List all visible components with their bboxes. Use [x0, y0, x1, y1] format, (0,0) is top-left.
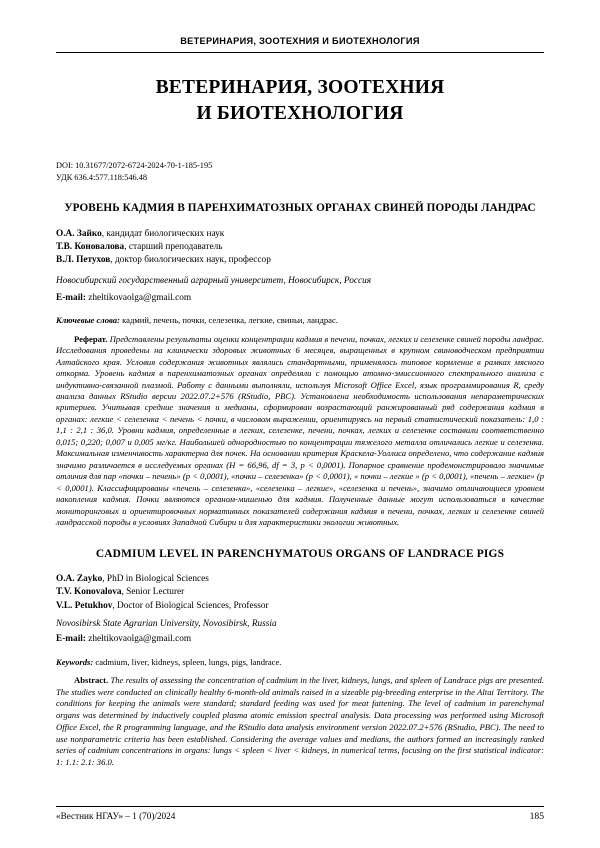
udk-text: УДК 636.4:577.118:546.48: [56, 173, 148, 183]
journal-title-line1: ВЕТЕРИНАРИЯ, ЗООТЕХНИЯ: [155, 77, 445, 98]
email-label-ru: E-mail:: [56, 292, 86, 303]
keywords-label-ru: Ключевые слова:: [56, 314, 120, 325]
journal-title-line2: И БИОТЕХНОЛОГИЯ: [196, 102, 404, 124]
email-address-ru[interactable]: zheltikovaolga@gmail.com: [88, 292, 192, 303]
abstract-text-en: The results of assessing the concentration of cadmium in the liver, kidneys, lungs, and spleen of Landrace pigs are presented. The studies were conducted on clinically healthy 6-month-old animals raised in a sizeable pig-breeding enterprise in the Altai Territory. The conditions for keeping the animals were standard; standard feeding was used for meat fattening. The level of cadmium in parenchymal organs was determined by inductively coupled plasma atomic emission spectral analysis. Data processing was performed using Microsoft Office Excel, the R programming language, and the RStudio data analysis environment version 2022.07.2+576 (RStudio, PBC). The need to use nonparametric criteria has been established. Considering the average values and medians, the authors formed an increasingly ranked series of cadmium concentrations in organs: lungs < spleen < liver < kidneys, in numerical terms, focusing on the first statistical indicator: 1: 1.1: 2.1: 36.0.: [56, 675, 544, 767]
author-row: [56, 228, 544, 241]
page-number: 185: [529, 811, 544, 822]
email-en: [56, 634, 544, 644]
article-title-ru: УРОВЕНЬ КАДМИЯ В ПАРЕНХИМАТОЗНЫХ ОРГАНАХ СВИНЕЙ ПОРОДЫ ЛАНДРАС: [64, 201, 536, 214]
affiliation-ru: Новосибирский государственный аграрный университет, Новосибирск, Россия: [56, 275, 372, 286]
keywords-text-ru: кадмий, печень, почки, селезенка, легкие, свиньи, ландрас.: [122, 314, 338, 325]
identifiers: [56, 160, 544, 184]
author-name: В.Л. Петухов: [56, 255, 111, 266]
keywords-en: [56, 656, 544, 668]
email-label-en: E-mail:: [56, 634, 86, 645]
author-list-ru: [56, 228, 544, 268]
author-degree: , Senior Lecturer: [121, 587, 185, 598]
keywords-label-en: Keywords:: [56, 657, 94, 668]
author-name: О.А. Зайко: [56, 229, 102, 240]
author-degree: , Doctor of Biological Sciences, Professor: [112, 600, 269, 611]
author-list-en: [56, 573, 544, 613]
author-name: V.L. Petukhov: [56, 600, 113, 611]
page-footer: [56, 806, 544, 822]
abstract-label-ru: Реферат.: [74, 333, 108, 344]
author-degree: , старший преподаватель: [124, 242, 223, 253]
affiliation-en: Novosibirsk State Agrarian University, Novosibirsk, Russia: [56, 619, 277, 630]
keywords-ru: [56, 314, 544, 326]
footer-journal-ref: «Вестник НГАУ» – 1 (70)/2024: [56, 811, 176, 821]
footer-divider: [56, 806, 544, 807]
author-row: [56, 586, 544, 599]
author-degree: , кандидат биологических наук: [101, 229, 225, 240]
author-row: [56, 600, 544, 613]
author-name: Т.В. Коновалова: [56, 242, 125, 253]
author-degree: , PhD in Biological Sciences: [102, 573, 209, 584]
header-divider: [56, 52, 544, 53]
author-row: [56, 254, 544, 267]
keywords-text-en: cadmium, liver, kidneys, spleen, lungs, pigs, landrace.: [95, 657, 282, 668]
abstract-label-en: Abstract.: [74, 675, 109, 686]
author-name: T.V. Konovalova: [56, 587, 122, 598]
abstract-ru: [56, 334, 544, 529]
author-name: O.A. Zayko: [56, 573, 103, 584]
email-address-en[interactable]: zheltikovaolga@gmail.com: [88, 634, 192, 645]
email-ru: [56, 293, 544, 303]
author-row: [56, 241, 544, 254]
author-row: [56, 573, 544, 586]
doi-text: DOI: 10.31677/2072-6724-2024-70-1-185-195: [56, 161, 213, 171]
abstract-en: [56, 675, 544, 769]
article-title-en: CADMIUM LEVEL IN PARENCHYMATOUS ORGANS OF LANDRACE PIGS: [95, 547, 505, 560]
running-head: ВЕТЕРИНАРИЯ, ЗООТЕХНИЯ И БИОТЕХНОЛОГИЯ: [180, 36, 420, 46]
author-degree: , доктор биологических наук, профессор: [110, 255, 271, 266]
journal-title: [56, 75, 544, 126]
abstract-text-ru: Представлены результаты оценки концентрации кадмия в печени, почках, легких и селезенке свиней породы ландрас. Исследования проведены на клинически здоровых животных 6 месяцев, выращенных в крупном свиноводческом предприятии Алтайского края. Условия содержания животных являлись стандартными, применялось типовое кормление в рамках мясного откорма. Уровень кадмия в паренхиматозных органах определяли с помощью атомно-эмиссионного спектрального анализа с индуктивно-связанной плазмой. Работу с данными выполняли, используя Microsoft Office Excel, язык программирования R, среду анализа данных RStudio версии 2022.07.2+576 (RStudio, PBC). Установлена необходимость использования непараметрических критериев. Учитывая средние значения и медианы, сформирован возрастающий ранжированный ряд содержания кадмия в органах: легкие < селезенка < печень < почки, в числовом выражении, ориентируясь на первый статистический показатель: 1,0 : 1,1 : 2,1 : 36,0. Уровни кадмия, определенные в легких, селезенке, печени, почках, легких и селезенке составили соответственно 0,015; 0,220; 0,007 и 0,005 мг/кг. Наибольшей однородностью по концентрации тяжелого металла отличались легкие и селезенка. Максимальная изменчивость характерна для почек. На основании критерия Краскела-Уоллиса определено, что содержание кадмия значимо различается в исследуемых органах (H = 66,96, df = 3, p < 0,0001). Попарное сравнение продемонстрировало значимые отличия для пар «почки – печень» (p < 0,0001), «почки – селезенка» (p < 0,0001), « почки – легкие » (p < 0,0001), «печень – легкие» (p < 0,0001). Классифицированы «печень – селезенка», «селезенка – легкие», «селезенка и печень», значимо отличающиеся уровнем накопления кадмия. Почки являются органом-мишенью для кадмия. Полученные данные могут использоваться в качестве мониторинговых и ориентировочных нормативных показателей содержания кадмия в печени, почках, легких и селезенке свиней ландрасской породы в условиях Западной Сибири и для характеристики экологии животных.: [56, 333, 544, 528]
